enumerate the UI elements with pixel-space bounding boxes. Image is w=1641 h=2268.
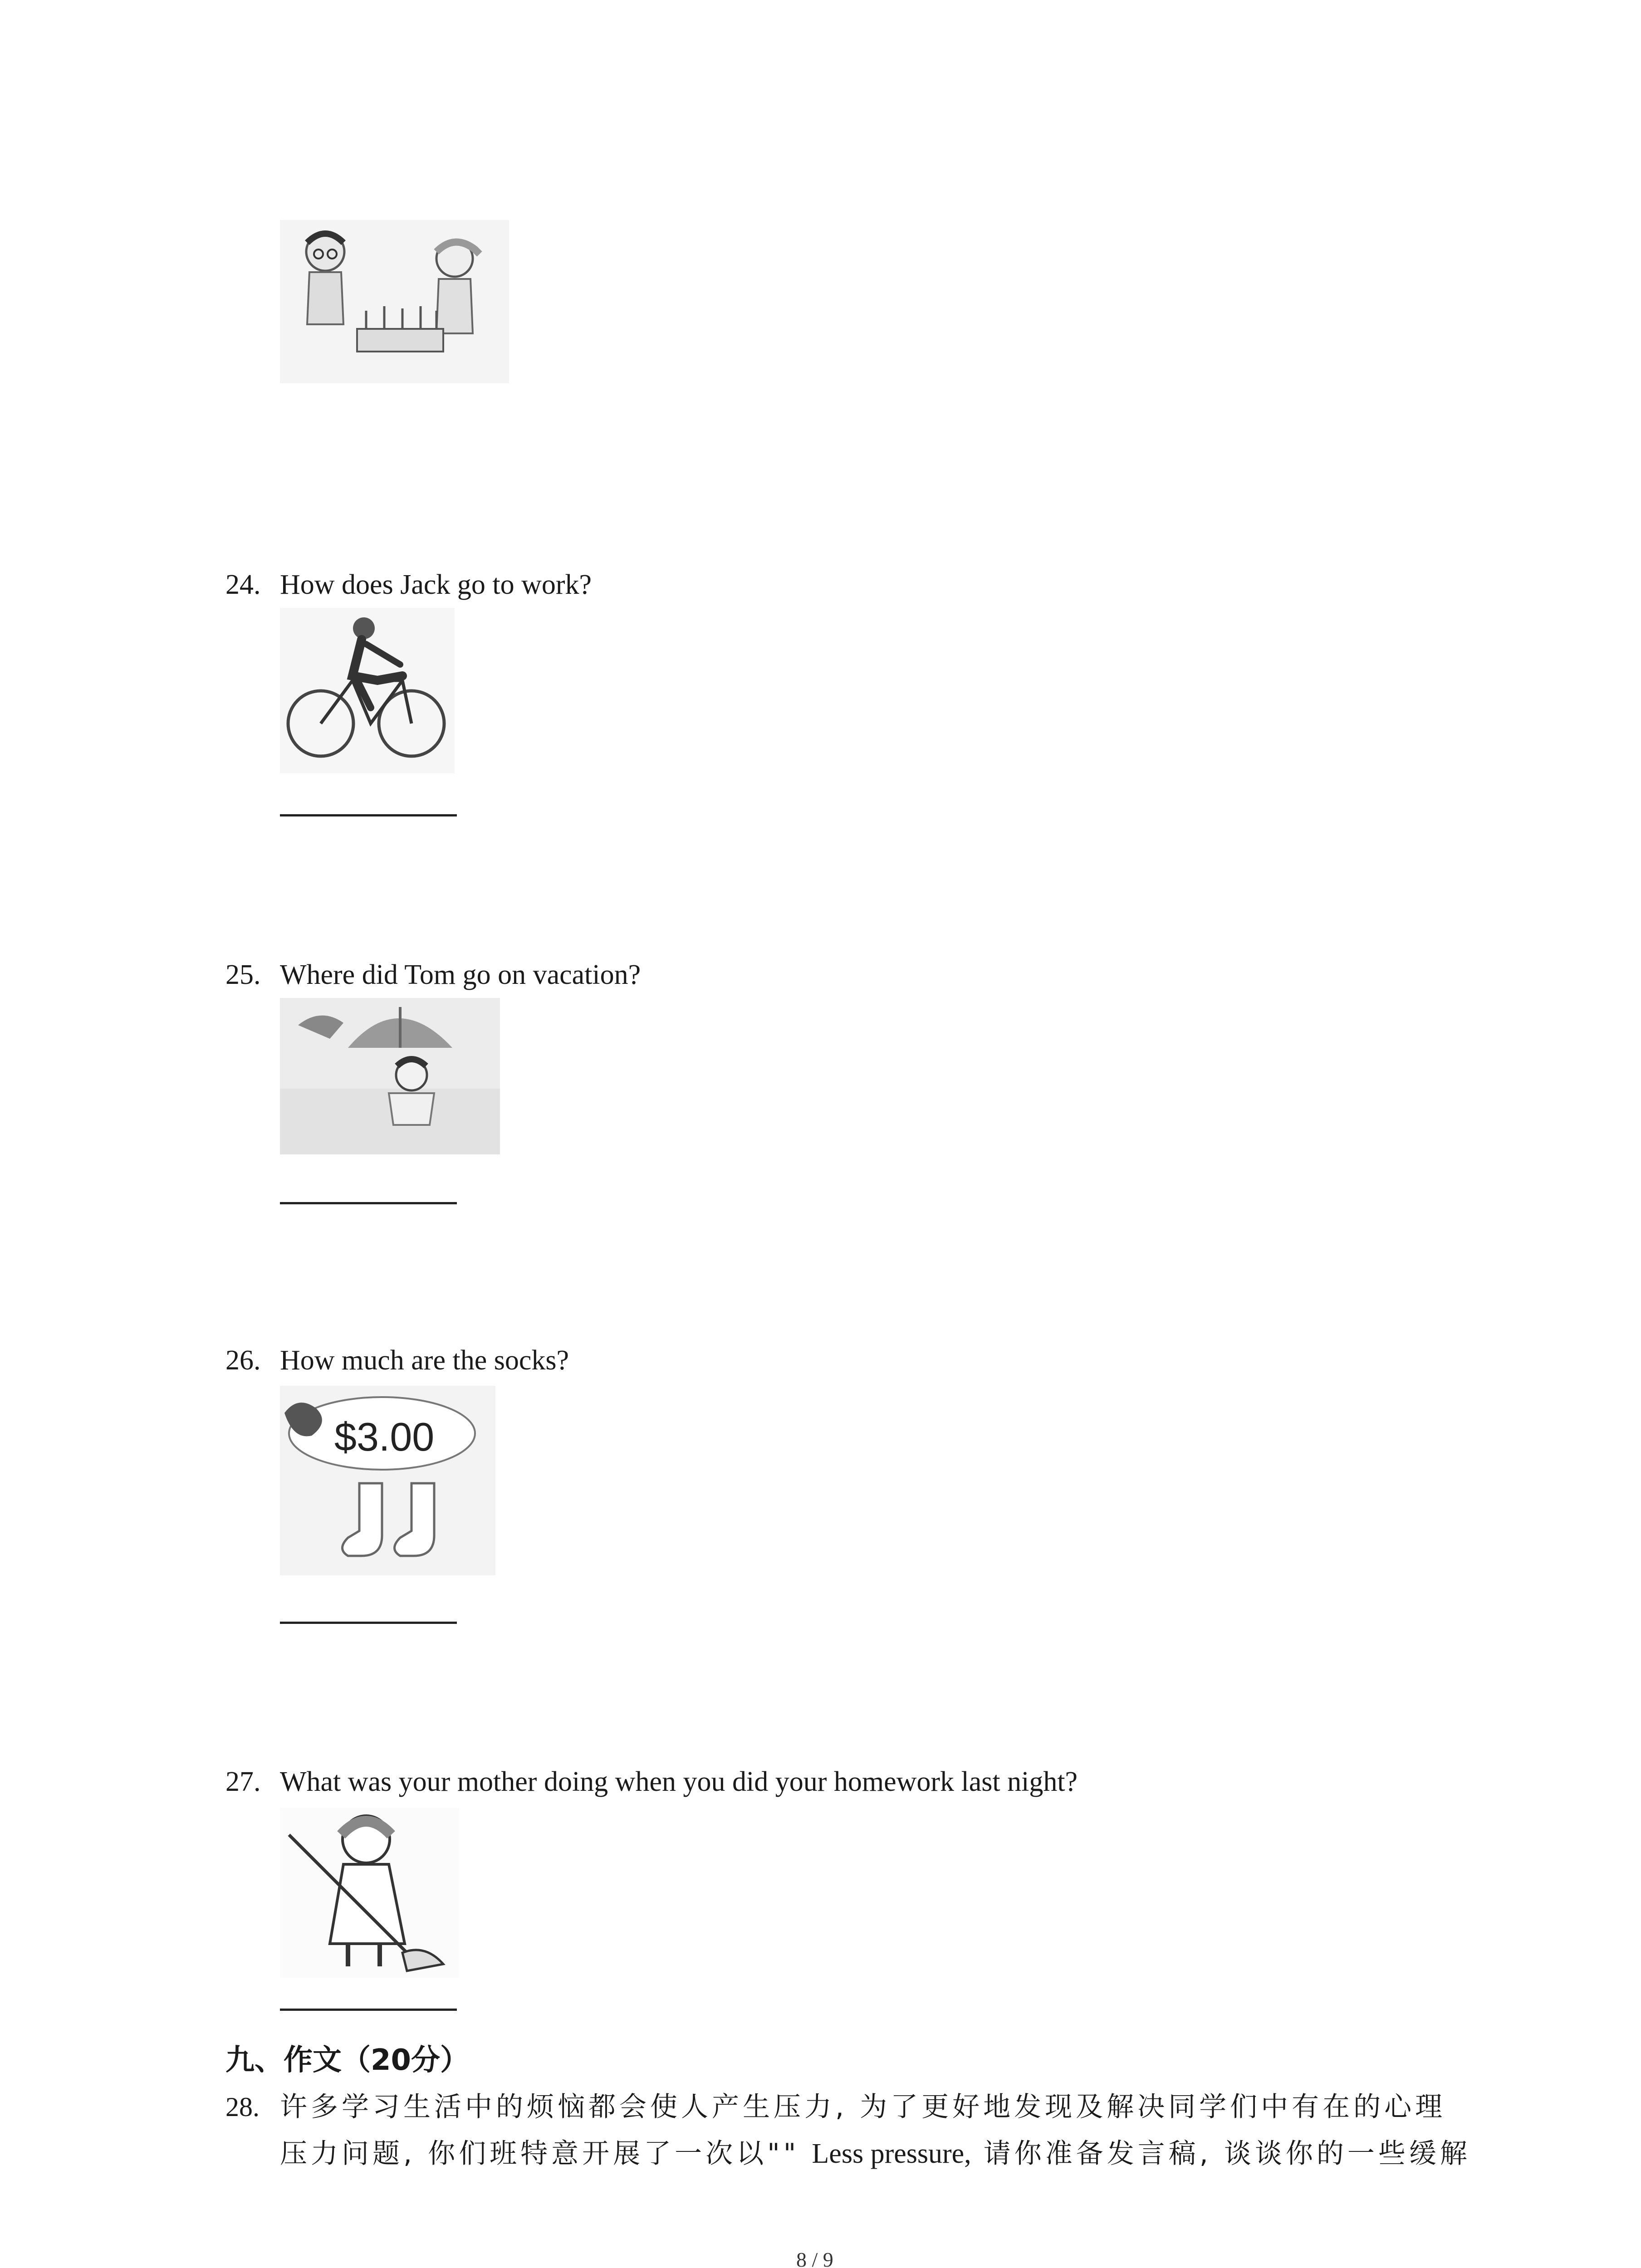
essay-text-line-2-suffix: 请你准备发言稿, 谈谈你的一些缓解 [971, 2138, 1471, 2170]
essay-text-line-2-prefix: 压力问题, 你们班特意开展了一次以"" [280, 2138, 812, 2170]
question-number: 24. [225, 569, 261, 600]
question-25 [225, 961, 641, 989]
question-text: How much are the socks? [280, 1345, 569, 1376]
question-27 [225, 1768, 1078, 1796]
answer-blank[interactable] [280, 1202, 457, 1204]
answer-blank[interactable] [280, 814, 457, 816]
answer-blank[interactable] [280, 2009, 457, 2011]
bicycle-picture [280, 608, 455, 773]
essay-prompt-line-1 [225, 2093, 1446, 2121]
essay-prompt-line-2 [280, 2140, 1471, 2168]
mother-sweeping-picture [280, 1808, 459, 1978]
question-number: 27. [225, 1766, 261, 1797]
question-26 [225, 1346, 569, 1374]
essay-text-line-1: 许多学习生活中的烦恼都会使人产生压力, 为了更好地发现及解决同学们中有在的心理 [280, 2091, 1446, 2123]
two-kids-playing-picture [280, 220, 509, 383]
question-number: 25. [225, 959, 261, 990]
sweeping-woman-icon [280, 1808, 459, 1978]
beach-umbrella-icon [280, 998, 500, 1154]
bicycle-icon [280, 608, 455, 773]
two-kids-playing-icon [280, 220, 509, 383]
page-number: 8 / 9 [796, 2248, 833, 2268]
question-number: 28. [225, 2092, 260, 2122]
section-title: 九、作文（20分） [225, 2043, 470, 2077]
question-24 [225, 571, 592, 599]
answer-blank[interactable] [280, 1622, 457, 1624]
question-text: Where did Tom go on vacation? [280, 959, 641, 990]
price-label: $3.00 [334, 1414, 435, 1459]
question-number: 26. [225, 1345, 261, 1376]
question-text: How does Jack go to work? [280, 569, 592, 600]
beach-vacation-picture [280, 998, 500, 1154]
essay-english-phrase: Less pressure, [812, 2138, 971, 2169]
question-text: What was your mother doing when you did your homework last night? [280, 1766, 1078, 1797]
socks-price-picture [280, 1386, 495, 1575]
